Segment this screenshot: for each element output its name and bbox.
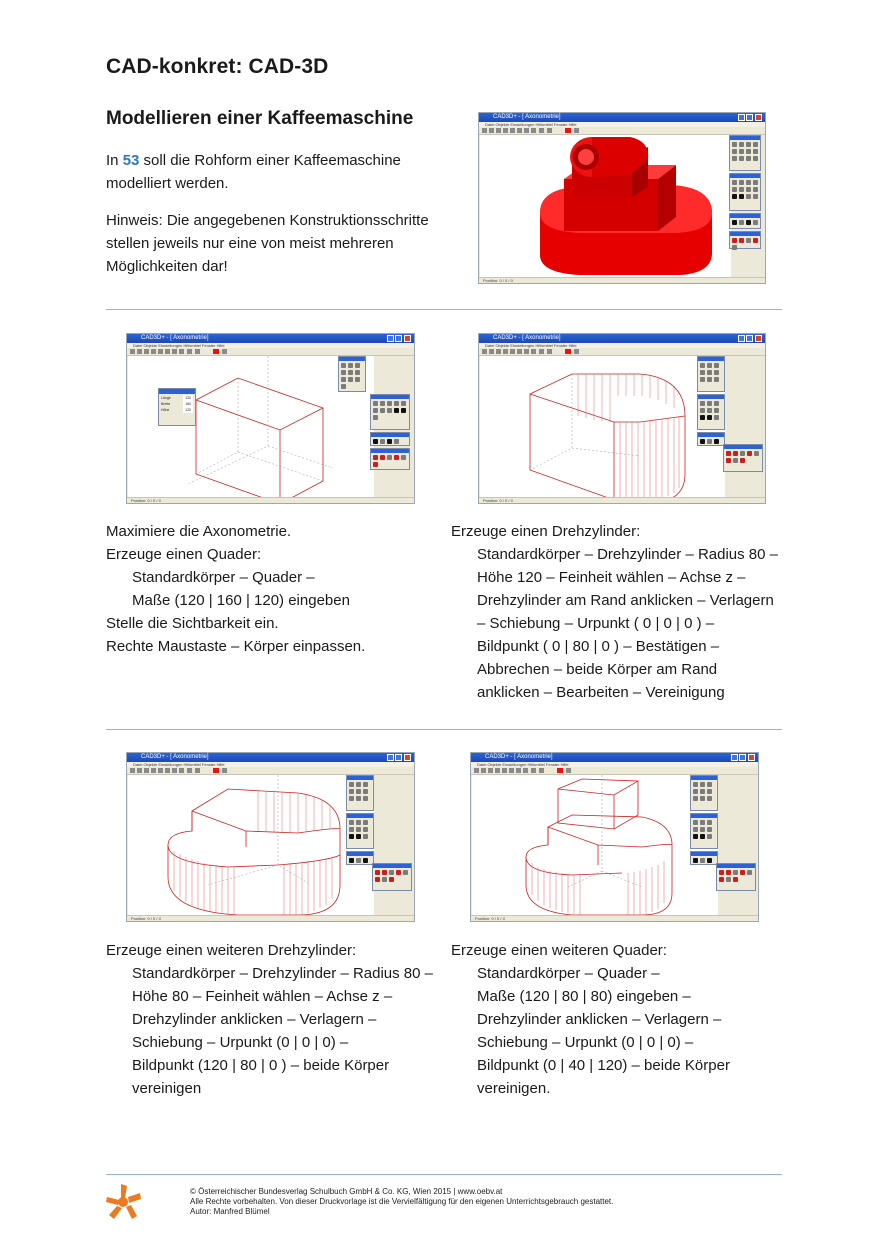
tool-palette — [346, 813, 374, 849]
tool-palette — [716, 863, 756, 891]
footer-divider — [106, 1174, 782, 1175]
wireframe-box-cylinder — [480, 356, 730, 501]
tool-palette — [338, 356, 366, 392]
tool-palette — [372, 863, 412, 891]
tool-palette — [370, 432, 410, 446]
screenshot-step-4 — [470, 752, 759, 922]
dialog-row: Höhe 120 — [161, 408, 191, 412]
tool-palette — [370, 448, 410, 470]
tool-palette — [697, 394, 725, 430]
tool-palette — [723, 444, 763, 472]
viewport — [128, 775, 374, 915]
copyright: © Österreichischer Bundesverlag Schulbuch GmbH & Co. KG, Wien 2015 | www.oebv.at — [190, 1187, 503, 1196]
menu-bar: Datei Objekte Einstellungen Hilfsmittel Fenster Hilfe — [479, 343, 765, 348]
tool-palette — [697, 356, 725, 392]
toolbar — [127, 348, 414, 356]
window-titlebar: CAD3D+ - [ Axonometrie] — [471, 753, 758, 762]
section-title: Modellieren einer Kaffeemaschine — [106, 108, 414, 129]
tool-palette — [690, 813, 718, 849]
viewport — [480, 356, 725, 497]
status-bar: Position: 0 / 0 / 0 — [127, 915, 414, 921]
dialog-row: Länge 120 — [161, 396, 191, 400]
menu-bar: Datei Objekte Einstellungen Hilfsmittel Fenster Hilfe — [471, 762, 758, 767]
window-titlebar: CAD3D+ - [ Axonometrie] — [127, 334, 414, 343]
status-bar: Position: 0 / 0 / 0 — [479, 277, 765, 283]
author: Autor: Manfred Blümel — [190, 1207, 270, 1216]
menu-bar: Datei Objekte Einstellungen Hilfsmittel Fenster Hilfe — [127, 343, 414, 348]
red-model-drawing — [480, 135, 740, 280]
tool-palette — [729, 173, 761, 211]
window-titlebar: CAD3D+ - [ Axonometrie] — [479, 113, 765, 122]
footer-text — [190, 1187, 613, 1217]
status-bar: Position: 0 / 0 / 0 — [471, 915, 758, 921]
screenshot-step-3 — [126, 752, 415, 922]
status-bar: Position: 0 / 0 / 0 — [479, 497, 765, 503]
toolbar — [471, 767, 758, 775]
tool-palette — [370, 394, 410, 430]
page-title: CAD-konkret: CAD-3D — [106, 55, 329, 78]
tool-palette — [729, 231, 761, 249]
viewport — [480, 135, 731, 277]
rights-notice: Alle Rechte vorbehalten. Von dieser Druckvorlage ist die Vervielfältigung für den eigenen Unterrichtsgebrauch gestattet. — [190, 1197, 614, 1206]
publisher-logo-icon — [104, 1183, 142, 1221]
dimensions-dialog[interactable] — [158, 388, 196, 426]
intro-text — [106, 149, 441, 278]
menu-bar: Datei Objekte Einstellungen Hilfsmittel Fenster Hilfe — [127, 762, 414, 767]
tool-palette — [729, 213, 761, 229]
tool-palette — [690, 851, 718, 865]
toolbar — [479, 348, 765, 356]
intro-paragraph-2: Hinweis: Die angegebenen Konstruktionsschritte stellen jeweils nur eine von meist mehreren Möglichkeiten dar! — [106, 212, 429, 275]
window-titlebar: CAD3D+ - [ Axonometrie] — [479, 334, 765, 343]
toolbar — [127, 767, 414, 775]
screenshot-step-2 — [478, 333, 766, 504]
status-bar: Position: 0 / 0 / 0 — [127, 497, 414, 503]
tool-palette — [690, 775, 718, 811]
step-2-instructions: Erzeuge einen Drehzylinder: Standardkörper – Drehzylinder – Radius 80 – Höhe 120 – Feinheit wählen – Achse z – Drehzylinder am Rand anklicken – Verlagern – Schiebung – Urpunkt ( 0 | 0 | 0 ) – Bildpunkt ( 0 | 80 | 0 ) – Bestätigen – Abbrechen – beide Körper am Rand anklicken – Bearbeiten – Vereinigung — [451, 523, 779, 701]
viewport — [472, 775, 718, 915]
step-4-instructions: Erzeuge einen weiteren Quader: Standardkörper – Quader – Maße (120 | 80 | 80) eingeben – Drehzylinder anklicken – Verlagern – Schiebung – Urpunkt (0 | 0 | 0) – Bildpunkt (0 | 40 | 120) – beide Körper vereinigen. — [451, 942, 730, 1097]
divider — [106, 729, 782, 730]
tool-palette — [729, 135, 761, 171]
divider — [106, 309, 782, 310]
step-3-instructions: Erzeuge einen weiteren Drehzylinder: Standardkörper – Drehzylinder – Radius 80 – Höhe 80 – Feinheit wählen – Achse z – Drehzylinder anklicken – Verlagern – Schiebung – Urpunkt (0 | 0 | 0) – Bildpunkt (120 | 80 | 0 ) – beide Körper vereinigen — [106, 942, 434, 1097]
tool-palette — [346, 775, 374, 811]
step-1-instructions: Maximiere die Axonometrie. Erzeuge einen Quader: Standardkörper – Quader – Maße (120 | 160 | 120) eingeben Stelle die Sichtbarkeit ein. Rechte Maustaste – Körper einpassen. — [106, 523, 366, 655]
intro-paragraph-1: In 53 soll die Rohform einer Kaffeemaschine modelliert werden. — [106, 152, 401, 192]
tool-palette — [346, 851, 374, 865]
dialog-row: Breite 160 — [161, 402, 191, 406]
screenshot-step-1 — [126, 333, 415, 504]
toolbar — [479, 127, 765, 135]
window-titlebar: CAD3D+ - [ Axonometrie] — [127, 753, 414, 762]
figure-reference: 53 — [122, 152, 140, 169]
screenshot-final-model — [478, 112, 766, 284]
wireframe-two-cylinders — [128, 775, 378, 920]
menu-bar: Datei Objekte Einstellungen Hilfsmittel Fenster Hilfe — [479, 122, 765, 127]
wireframe-final — [472, 775, 722, 920]
tool-palette — [697, 432, 725, 446]
